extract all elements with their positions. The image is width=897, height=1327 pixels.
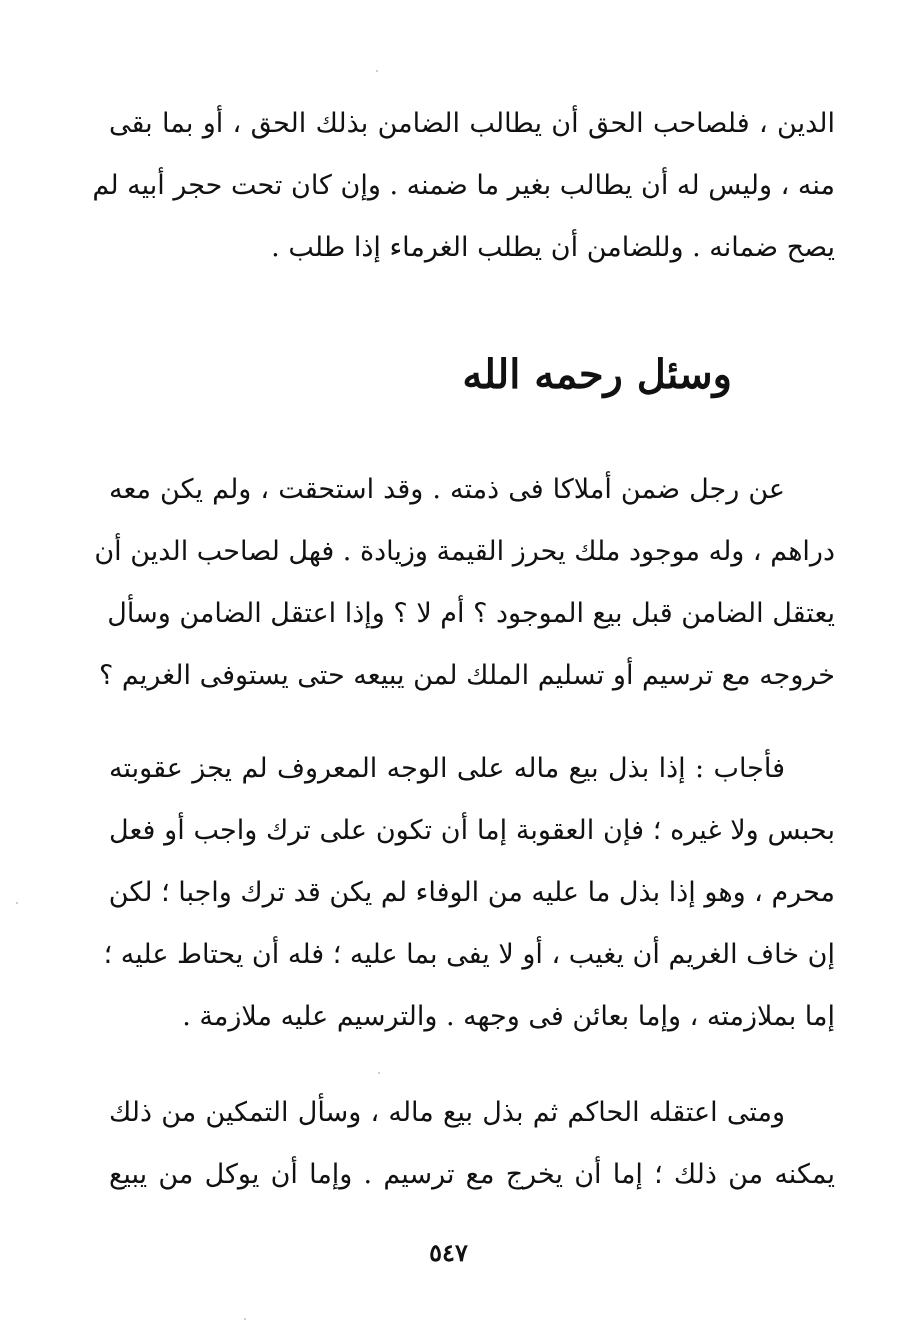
paragraph-3-line-2: بحبس ولا غيره ؛ فإن العقوبة إما أن تكون على ترك واجب أو فعل bbox=[109, 815, 835, 846]
paragraph-1-line-3: يصح ضمانه . وللضامن أن يطلب الغرماء إذا طلب . bbox=[271, 232, 835, 263]
paragraph-4-line-1: ومتى اعتقله الحاكم ثم بذل بيع ماله ، وسأل التمكين من ذلك bbox=[109, 1097, 785, 1128]
paragraph-2 bbox=[94, 459, 835, 707]
paper-speck bbox=[376, 70, 378, 72]
paragraph-3-line-5: إما بملازمته ، وإما بعائن فى وجهه . والترسيم عليه ملازمة . bbox=[182, 1001, 835, 1032]
paragraph-2-line-4: خروجه مع ترسيم أو تسليم الملك لمن يبيعه حتى يستوفى الغريم ؟ bbox=[98, 660, 835, 691]
paragraph-3-line-3: محرم ، وهو إذا بذل ما عليه من الوفاء لم يكن قد ترك واجبا ؛ لكن bbox=[108, 877, 835, 908]
paragraph-2-line-3: يعتقل الضامن قبل بيع الموجود ؟ أم لا ؟ وإذا اعتقل الضامن وسأل bbox=[107, 598, 835, 629]
paper-speck bbox=[16, 902, 18, 904]
paragraph-4-line-2: يمكنه من ذلك ؛ إما أن يخرج مع ترسيم . وإما أن يوكل من يبيع bbox=[109, 1159, 835, 1190]
paragraph-2-line-1: عن رجل ضمن أملاكا فى ذمته . وقد استحقت ، ولم يكن معه bbox=[109, 474, 785, 505]
paragraph-3 bbox=[103, 738, 835, 1048]
paragraph-3-line-4: إن خاف الغريم أن يغيب ، أو لا يفى بما عليه ؛ فله أن يحتاط عليه ؛ bbox=[103, 939, 835, 970]
paper-speck bbox=[244, 1318, 246, 1320]
paragraph-3-line-1: فأجاب : إذا بذل بيع ماله على الوجه المعروف لم يجز عقوبته bbox=[109, 753, 785, 784]
paragraph-4 bbox=[109, 1082, 835, 1206]
paragraph-1 bbox=[92, 93, 835, 279]
paragraph-1-line-1: الدين ، فلصاحب الحق أن يطالب الضامن بذلك الحق ، أو بما بقى bbox=[109, 108, 835, 139]
page-number: ٥٤٧ bbox=[429, 1238, 468, 1267]
paragraph-2-line-2: دراهم ، وله موجود ملك يحرز القيمة وزيادة . فهل لصاحب الدين أن bbox=[94, 536, 835, 567]
paper-speck bbox=[378, 1072, 380, 1074]
paragraph-1-line-2: منه ، وليس له أن يطالب بغير ما ضمنه . وإن كان تحت حجر أبيه لم bbox=[92, 170, 835, 201]
section-heading: وسئل رحمه الله bbox=[462, 351, 732, 398]
